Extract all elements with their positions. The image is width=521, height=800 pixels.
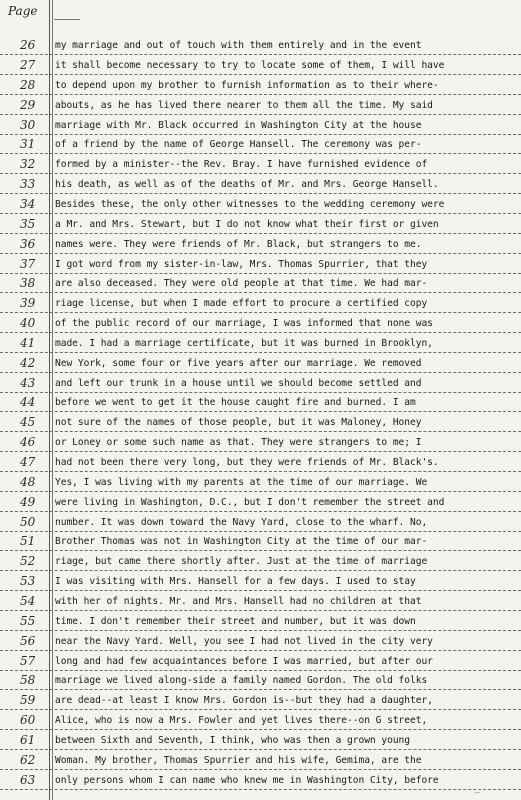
line-text: with her of nights. Mr. and Mrs. Hansell had no children at that	[55, 595, 422, 607]
line-text: New York, some four or five years after our marriage. We removed	[55, 357, 422, 369]
line-number: 27	[20, 58, 36, 73]
line-text: my marriage and out of touch with them entirely and in the event	[55, 40, 422, 52]
line-text: Yes, I was living with my parents at the time of our marriage. We	[55, 476, 428, 488]
line-text: formed by a minister--the Rev. Bray. I have furnished evidence of	[55, 159, 428, 171]
text-line	[0, 767, 521, 789]
line-number: 46	[20, 435, 36, 450]
text-line	[0, 112, 521, 134]
line-text: it shall become necessary to try to locate some of them, I will have	[55, 60, 445, 72]
line-number: 55	[20, 613, 36, 628]
line-text: time. I don't remember their street and number, but it was down	[55, 615, 416, 627]
text-line	[0, 370, 521, 392]
line-number: 61	[20, 732, 36, 747]
line-text: riage, but came there shortly after. Just at the time of marriage	[55, 556, 428, 568]
line-number: 47	[20, 455, 36, 470]
line-number: 60	[20, 713, 36, 728]
line-text: I got word from my sister-in-law, Mrs. Thomas Spurrier, that they	[55, 258, 428, 270]
text-line	[0, 609, 521, 631]
line-text: I was visiting with Mrs. Hansell for a few days. I used to stay	[55, 576, 416, 588]
line-text: and left our trunk in a house until we should become settled and	[55, 377, 422, 389]
line-number: 53	[20, 574, 36, 589]
line-number: 41	[20, 335, 36, 350]
line-number: 48	[20, 474, 36, 489]
line-number: 31	[20, 137, 36, 152]
line-text: were living in Washington, D.C., but I don't remember the street and	[55, 496, 445, 508]
line-number: 32	[20, 157, 36, 172]
line-text: Alice, who is now a Mrs. Fowler and yet lives there--on G street,	[55, 715, 428, 727]
line-text: abouts, as he has lived there nearer to them all the time. My said	[55, 99, 433, 111]
text-line	[0, 410, 521, 432]
line-number: 36	[20, 236, 36, 251]
text-line	[0, 509, 521, 531]
line-text: number. It was down toward the Navy Yard, close to the wharf. No,	[55, 516, 428, 528]
text-line	[0, 470, 521, 492]
line-number: 56	[20, 633, 36, 648]
line-number: 37	[20, 256, 36, 271]
line-text: or Loney or some such name as that. They were strangers to me; I	[55, 437, 422, 449]
line-text: marriage we lived along-side a family named Gordon. The old folks	[55, 675, 428, 687]
line-number: 42	[20, 355, 36, 370]
line-text: marriage with Mr. Black occurred in Washington City at the house	[55, 119, 422, 131]
line-number: 44	[20, 395, 36, 410]
text-line	[0, 311, 521, 333]
line-number: 50	[20, 514, 36, 529]
line-number: 30	[20, 117, 36, 132]
line-text: had not been there very long, but they were friends of Mr. Black's.	[55, 457, 439, 469]
line-text: Besides these, the only other witnesses to the wedding ceremony were	[55, 198, 445, 210]
line-number: 43	[20, 375, 36, 390]
text-line	[0, 668, 521, 690]
line-text: long and had few acquaintances before I was married, but after our	[55, 655, 433, 667]
page-label: Page	[8, 4, 38, 18]
line-text: are also deceased. They were old people at that time. We had mar-	[55, 278, 428, 290]
line-text: before we went to get it the house caught fire and burned. I am	[55, 397, 416, 409]
text-line	[0, 73, 521, 95]
line-number: 45	[20, 415, 36, 430]
line-number: 34	[20, 196, 36, 211]
line-text: names were. They were friends of Mr. Black, but strangers to me.	[55, 238, 422, 250]
line-number: 62	[20, 752, 36, 767]
line-number: 57	[20, 653, 36, 668]
page-number-blank	[54, 5, 80, 20]
line-text: of the public record of our marriage, I was informed that none was	[55, 318, 433, 330]
line-number: 39	[20, 296, 36, 311]
line-number: 28	[20, 77, 36, 92]
line-text: only persons whom I can name who knew me in Washington City, before	[55, 774, 439, 786]
line-number: 35	[20, 216, 36, 231]
text-line	[0, 708, 521, 730]
text-line	[0, 569, 521, 591]
line-number: 49	[20, 494, 36, 509]
line-text: are dead--at least I know Mrs. Gordon is--but they had a daughter,	[55, 695, 433, 707]
line-text: to depend upon my brother to furnish information as to their where-	[55, 79, 439, 91]
line-number: 63	[20, 772, 36, 787]
line-text: made. I had a marriage certificate, but it was burned in Brooklyn,	[55, 337, 433, 349]
line-text: of a friend by the name of George Hansell. The ceremony was per-	[55, 139, 422, 151]
line-text: between Sixth and Seventh, I think, who was then a grown young	[55, 734, 411, 746]
line-number: 54	[20, 593, 36, 608]
line-number: 26	[20, 38, 36, 53]
line-text: riage license, but when I made effort to procure a certified copy	[55, 298, 428, 310]
line-text: not sure of the names of those people, but it was Maloney, Honey	[55, 417, 422, 429]
line-number: 52	[20, 554, 36, 569]
line-text: his death, as well as of the deaths of Mr. and Mrs. George Hansell.	[55, 179, 439, 191]
line-number: 51	[20, 534, 36, 549]
line-number: 38	[20, 276, 36, 291]
line-text: a Mr. and Mrs. Stewart, but I do not know what their first or given	[55, 218, 439, 230]
line-text: near the Navy Yard. Well, you see I had not lived in the city very	[55, 635, 433, 647]
line-text: Woman. My brother, Thomas Spurrier and his wife, Gemima, are the	[55, 754, 422, 766]
text-line	[0, 271, 521, 293]
line-number: 58	[20, 673, 36, 688]
text-line	[0, 172, 521, 194]
line-number: 29	[20, 97, 36, 112]
line-number: 40	[20, 316, 36, 331]
line-number: 33	[20, 177, 36, 192]
text-line	[0, 212, 521, 234]
footer-mark: —	[474, 788, 481, 796]
line-number: 59	[20, 693, 36, 708]
line-text: Brother Thomas was not in Washington City at the time of our mar-	[55, 536, 428, 548]
